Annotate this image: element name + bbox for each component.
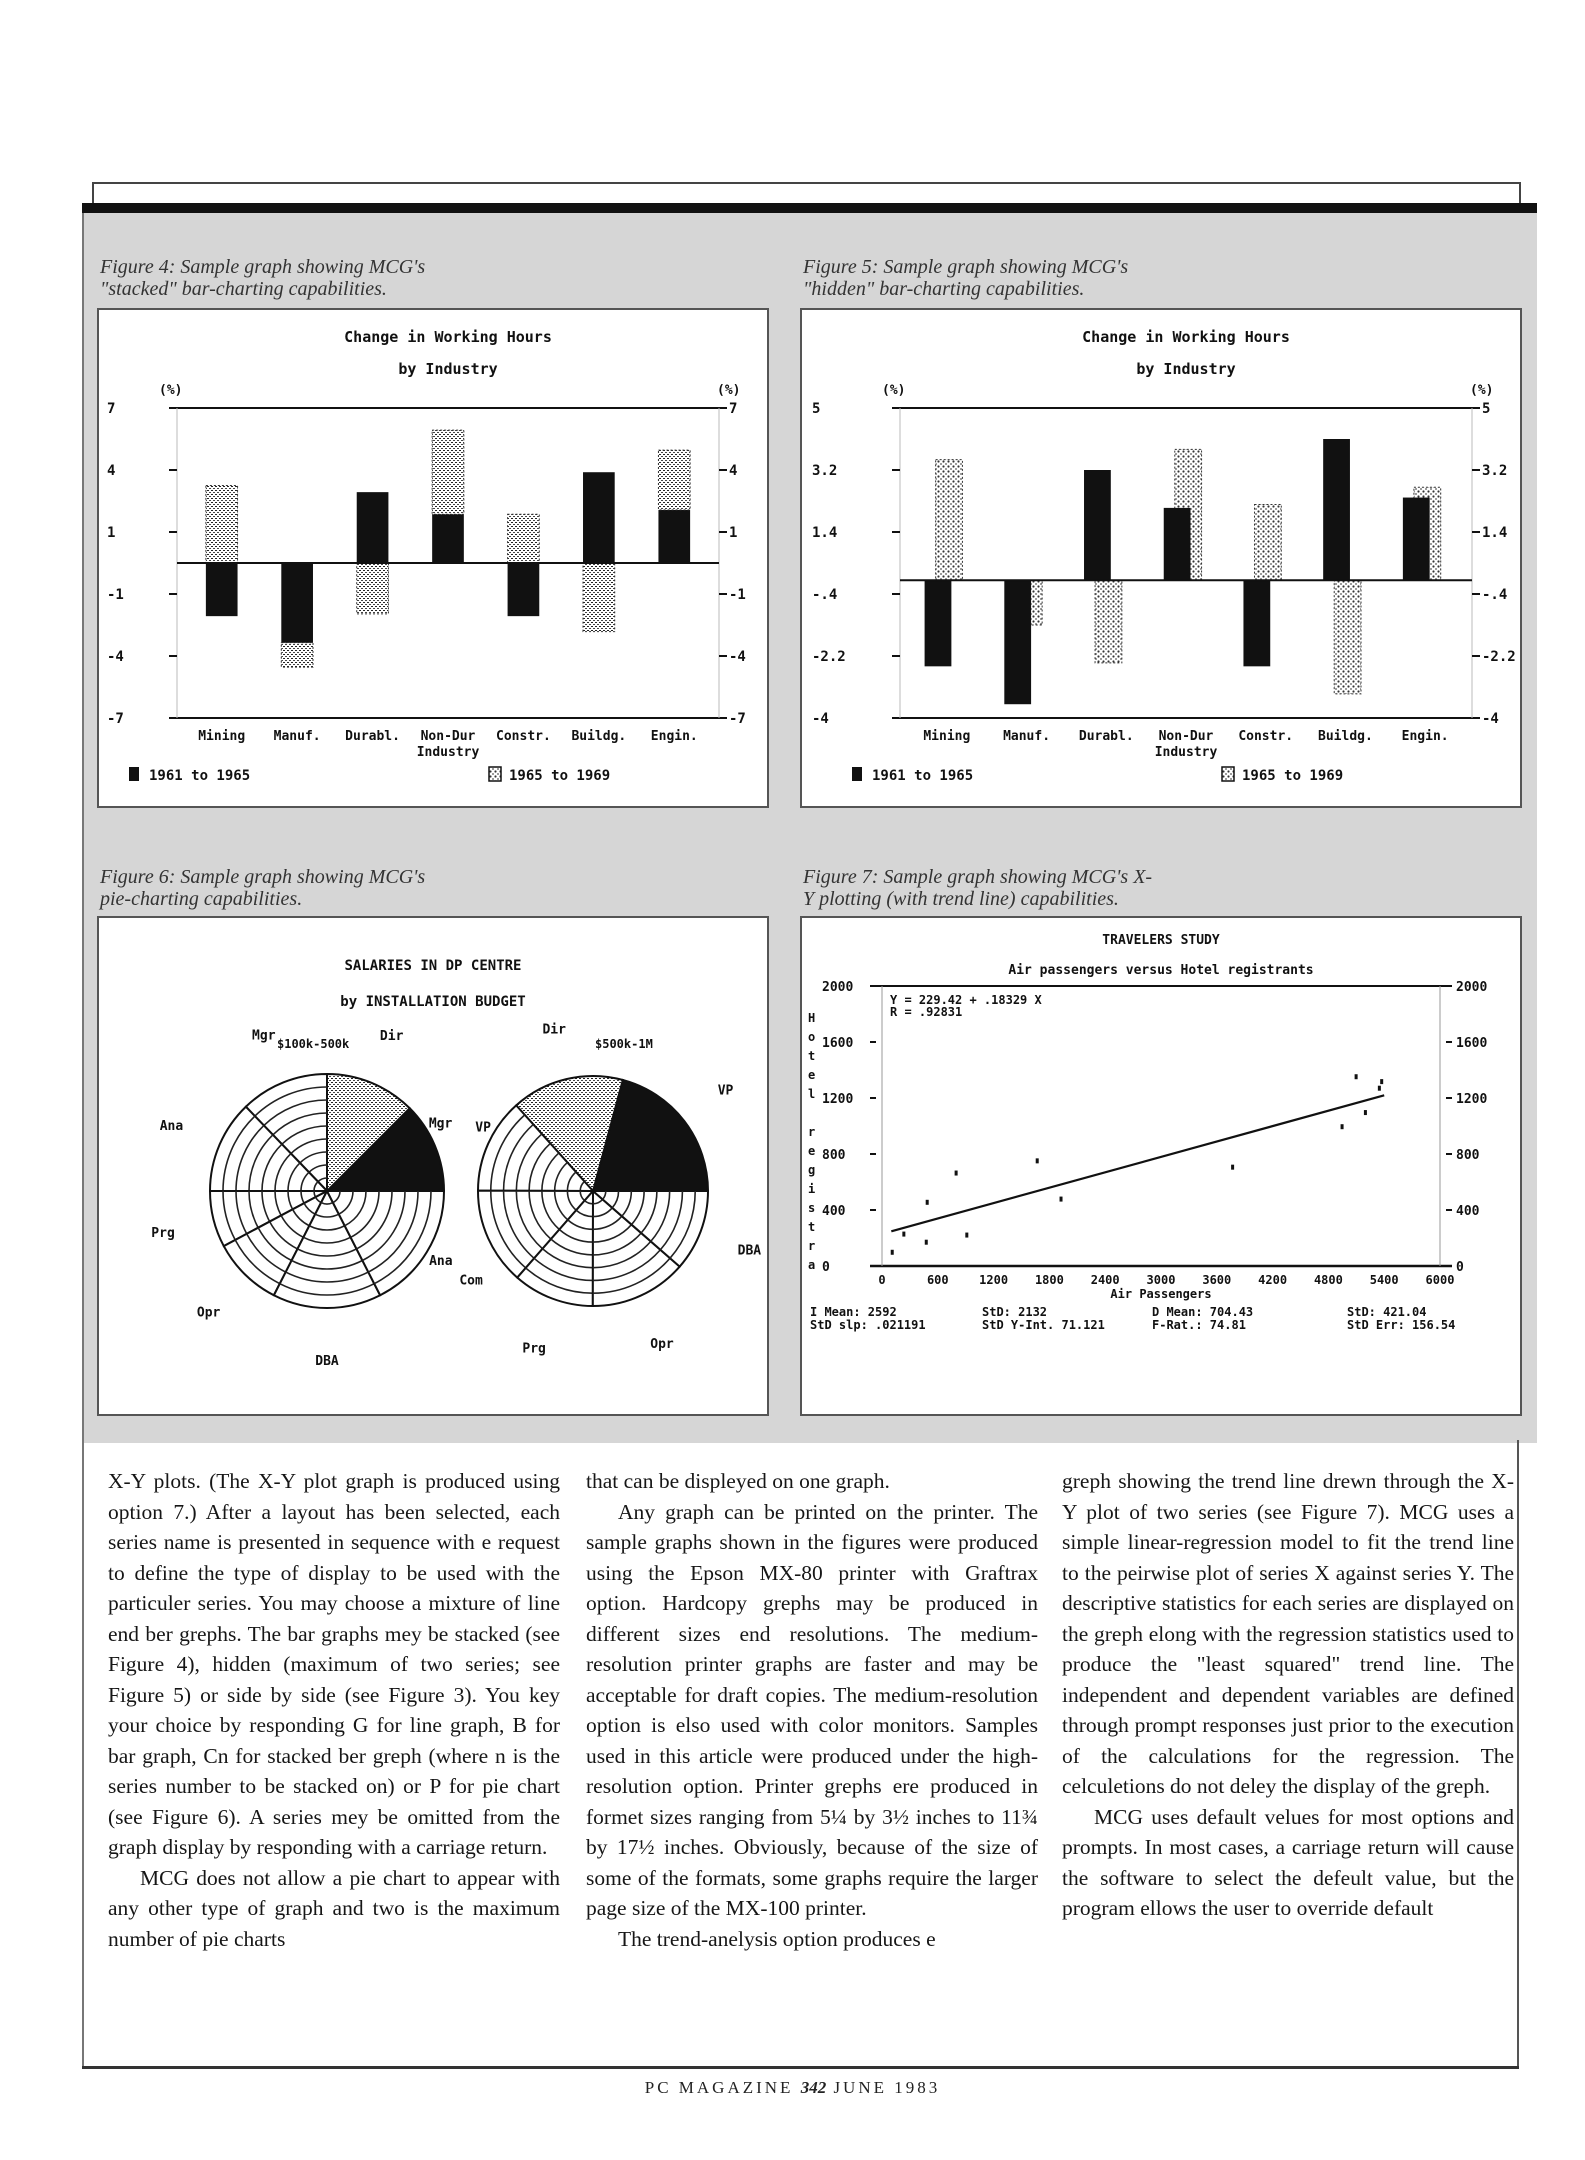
bar-1965-1969 (206, 486, 238, 564)
paragraph: Any graph can be printed on the printer. The sample graphs shown in the figures were produced using the Epson MX-80 printer with Graftrax option. Hardcopy grephs may be produced in different sizes end resolutions. The medium-resolution printer graphs are faster and may be acceptable for draft copies. The medium-resolution option is elso used with color monitors. Samples used in this article were produced under the high-resolution option. Printer grephs ere produced in formet sizes ranging from 5¼ by 3½ inches to 11¾ by 17½ inches. Obviously, because of the size of some of the formats, some graphs require the larger page size of the MX-100 printer. (586, 1499, 1038, 1920)
x-category-label: Non-Dur (1158, 729, 1214, 744)
y-tick-label-right: -2.2 (1482, 649, 1516, 665)
legend-label: 1961 to 1965 (872, 768, 974, 784)
data-point (1036, 1158, 1039, 1163)
chart-subtitle: Air passengers versus Hotel registrants (1008, 963, 1314, 978)
y-tick-label: 2000 (822, 980, 854, 995)
bar-1961-1965 (432, 514, 464, 563)
y-tick-label: 4 (107, 463, 116, 479)
chart-title: SALARIES IN DP CENTRE (344, 958, 522, 974)
y-axis-label-char: r (808, 1125, 816, 1139)
pie-slice-label: VP (475, 1120, 491, 1136)
pie-chart-canvas (99, 918, 767, 1414)
pie-slice-label: Opr (196, 1305, 221, 1321)
data-point (902, 1232, 905, 1237)
x-category-label: Manuf. (273, 729, 321, 744)
regression-equation: Y = 229.42 + .18329 X (890, 993, 1042, 1007)
x-tick-label: 6000 (1425, 1273, 1455, 1287)
y-tick-label: 400 (822, 1204, 846, 1219)
y-tick-label-right: 5 (1482, 401, 1491, 417)
caption-line: Figure 4: Sample graph showing MCG's (100, 256, 426, 278)
y-tick-label-right: 1 (729, 525, 738, 541)
chart-title: Change in Working Hours (1082, 328, 1290, 346)
x-tick-label: 5400 (1369, 1273, 1399, 1287)
paragraph: X-Y plots. (The X-Y plot graph is produced using option 7.) After a layout has been selected, each series name is presented in sequence with e request to define the type of display to be used with the particuler series. You may choose a mixture of line end ber grephs. The bar graphs mey be stacked (see Figure 4), hidden (maximum of two series; see Figure 5) or side by side (see Figure 3). You key your choice by responding G for line graph, B for bar graph, Cn for stacked ber greph (where n is the series number to be stacked on) or P for pie chart (see Figure 6). A series mey be omitted from the graph display by responding with a carriage return. (108, 1469, 560, 1859)
y-tick-label: 0 (822, 1260, 830, 1275)
y-tick-label: -4 (107, 649, 124, 665)
y-axis-label: (%) (159, 383, 183, 398)
y-tick-label: 800 (822, 1148, 846, 1163)
footer-page-number: 342 (800, 2078, 827, 2097)
y-axis-label-char: r (808, 1239, 816, 1253)
pie-slice-label: Ana (159, 1118, 184, 1134)
caption-line: Figure 6: Sample graph showing MCG's (100, 866, 426, 888)
pie-slice-label: Ana (429, 1253, 453, 1269)
data-point (926, 1200, 929, 1205)
data-point (1380, 1079, 1383, 1084)
bar-1965-1969 (936, 460, 963, 581)
paragraph: MCG does not allow a pie chart to appear with any other type of graph and two is the maximum number of pie charts (108, 1865, 560, 1951)
figure-6-pie-chart (97, 916, 769, 1416)
y-axis-label-char: e (808, 1068, 816, 1082)
paragraph: that can be displeyed on one graph. (586, 1469, 890, 1493)
y-axis-label: (%) (882, 383, 906, 398)
bar-1961-1965 (925, 580, 952, 666)
y-tick-label-right: -4 (729, 649, 746, 665)
data-point (891, 1250, 894, 1255)
x-category-label: Engin. (650, 729, 698, 744)
hidden-bar-chart-canvas (802, 310, 1520, 806)
y-tick-label: 3.2 (812, 463, 838, 479)
legend-swatch-solid (129, 767, 139, 781)
article-column-3 (1062, 1466, 1514, 1924)
x-axis-label: Industry (416, 745, 480, 760)
bar-1965-1969 (583, 563, 615, 632)
x-tick-label: 0 (878, 1273, 886, 1287)
y-tick-label: 1600 (822, 1036, 854, 1051)
chart-subtitle: by INSTALLATION BUDGET (340, 994, 526, 1010)
legend-swatch-hatched (489, 767, 501, 781)
page-footer (0, 2078, 1585, 2098)
caption-line: Y plotting (with trend line) capabilities. (803, 888, 1119, 910)
y-axis-label-right: (%) (717, 383, 741, 398)
y-tick-label-right: -7 (729, 711, 746, 727)
legend-swatch-hatched (1222, 767, 1234, 781)
x-category-label: Durabl. (1078, 729, 1134, 744)
y-axis-label-char: g (808, 1163, 816, 1177)
data-point (1231, 1165, 1234, 1170)
footer-date: JUNE 1983 (833, 2078, 941, 2097)
stacked-bar-chart-canvas (99, 310, 767, 806)
y-tick-label-right: 2000 (1456, 980, 1488, 995)
left-column-rule (82, 213, 84, 2068)
article-column-2 (586, 1466, 1038, 1954)
legend-label: 1965 to 1969 (509, 768, 611, 784)
caption-line: pie-charting capabilities. (100, 888, 303, 910)
y-tick-label: 1.4 (812, 525, 838, 541)
pie-slice-label: Prg (522, 1341, 546, 1357)
x-tick-label: 3600 (1202, 1273, 1232, 1287)
bar-1965-1969 (1254, 504, 1281, 580)
y-tick-label: -2.2 (812, 649, 846, 665)
bar-1965-1969 (357, 563, 389, 614)
bottom-rule (82, 2066, 1519, 2069)
legend-swatch-solid (852, 767, 862, 781)
y-tick-label-right: 3.2 (1482, 463, 1508, 479)
caption-line: "hidden" bar-charting capabilities. (803, 278, 1085, 300)
stat-item: StD: 421.04 (1347, 1305, 1427, 1319)
x-axis-label: Industry (1154, 745, 1218, 760)
bar-1961-1965 (1243, 580, 1270, 666)
bar-1961-1965 (1004, 580, 1031, 704)
y-tick-label: -.4 (812, 587, 838, 603)
x-tick-label: 1200 (979, 1273, 1009, 1287)
trend-line (891, 1095, 1384, 1231)
bar-1961-1965 (508, 563, 540, 616)
figure-4-caption (100, 256, 425, 300)
paragraph: The trend-anelysis option produces e (618, 1926, 936, 1951)
x-tick-label: 2400 (1090, 1273, 1120, 1287)
pie-slice-label: Opr (650, 1337, 674, 1353)
data-point (965, 1233, 968, 1238)
data-point (1060, 1197, 1063, 1202)
y-axis-label-char: t (808, 1220, 816, 1234)
y-axis-label-char: o (808, 1030, 816, 1044)
y-tick-label: 1200 (822, 1092, 854, 1107)
data-point (925, 1240, 928, 1245)
y-tick-label: 5 (812, 401, 821, 417)
pie-slice-label: VP (717, 1083, 734, 1099)
caption-line: Figure 7: Sample graph showing MCG's X- (803, 866, 1153, 888)
y-tick-label: 1 (107, 525, 116, 541)
stat-item: D Mean: 704.43 (1152, 1305, 1254, 1319)
y-axis-label-char: s (808, 1201, 816, 1215)
bar-1965-1969 (508, 514, 540, 563)
y-tick-label-right: 1.4 (1482, 525, 1508, 541)
figure-4-stacked-bar-chart (97, 308, 769, 808)
chart-subtitle: by Industry (398, 360, 498, 378)
y-axis-label-char: H (808, 1011, 816, 1025)
bar-1965-1969 (432, 430, 464, 514)
bar-1965-1969 (1334, 580, 1361, 694)
pie-slice-label: DBA (315, 1354, 339, 1369)
stat-item: StD slp: .021191 (810, 1318, 926, 1332)
caption-line: Figure 5: Sample graph showing MCG's (803, 256, 1129, 278)
data-point (1355, 1074, 1358, 1079)
pie-name: $100k-500k (277, 1037, 350, 1051)
paragraph: MCG uses default velues for most options and prompts. In most cases, a carriage return will cause the software to select the defeult value, but the program ellows the user to override default (1062, 1804, 1514, 1920)
y-axis-label-char: t (808, 1049, 816, 1063)
y-tick-label-right: 1600 (1456, 1036, 1488, 1051)
data-point (955, 1171, 958, 1176)
y-axis-label-char: e (808, 1144, 816, 1158)
stat-item: StD: 2132 (982, 1305, 1048, 1319)
x-category-label: Constr. (1238, 729, 1294, 744)
bar-1965-1969 (281, 643, 313, 667)
y-tick-label-right: 4 (729, 463, 738, 479)
figure-5-hidden-bar-chart (800, 308, 1522, 808)
correlation-coefficient: R = .92831 (890, 1005, 963, 1019)
article-column-1 (108, 1466, 560, 1954)
bar-1961-1965 (1323, 439, 1350, 580)
pie-name: $500k-1M (595, 1037, 653, 1051)
x-tick-label: 1800 (1034, 1273, 1064, 1287)
y-tick-label: -1 (107, 587, 124, 603)
y-axis-label-char: i (808, 1182, 816, 1196)
y-tick-label: -7 (107, 711, 124, 727)
x-category-label: Manuf. (1003, 729, 1051, 744)
scatter-chart-canvas (802, 918, 1520, 1414)
x-category-label: Mining (198, 729, 246, 744)
data-point (1341, 1124, 1344, 1129)
x-tick-label: 4800 (1313, 1273, 1343, 1287)
figure-6-caption (100, 866, 425, 910)
chart-title: TRAVELERS STUDY (1102, 933, 1220, 948)
bar-1961-1965 (1084, 470, 1111, 580)
x-category-label: Mining (923, 729, 971, 744)
bar-1961-1965 (206, 563, 238, 616)
pie-slice-label: Prg (151, 1225, 175, 1241)
pie-slice-label: Mgr (252, 1028, 276, 1044)
footer-magazine: PC MAGAZINE (644, 2078, 794, 2097)
x-category-label: Non-Dur (420, 729, 476, 744)
x-tick-label: 4200 (1258, 1273, 1288, 1287)
y-tick-label-right: 1200 (1456, 1092, 1488, 1107)
y-tick-label-right: 0 (1456, 1260, 1464, 1275)
figure-7-caption (803, 866, 1152, 910)
paragraph: greph showing the trend line drewn through the X-Y plot of two series (see Figure 7). MCG uses a simple linear-regression model to fit the trend line to the peirwise plot of series X against series Y. The descriptive statistics for each series are displayed on the greph elong with the regression statistics used to produce the "least squared" trend line. The independent and dependent variables are defined through prompt responses just prior to the execution of the calculations for the regression. The celculetions do not deley the display of the greph. (1062, 1469, 1514, 1798)
data-point (1364, 1110, 1367, 1115)
bar-1961-1965 (281, 563, 313, 643)
pie-slice-label: Com (459, 1273, 483, 1289)
chart-subtitle: by Industry (1136, 360, 1236, 378)
stat-item: I Mean: 2592 (810, 1305, 897, 1319)
stat-item: F-Rat.: 74.81 (1152, 1318, 1246, 1332)
y-tick-label: 7 (107, 401, 116, 417)
pie-slice-label: Dir (379, 1028, 404, 1044)
bar-1961-1965 (658, 510, 690, 563)
y-tick-label-right: 800 (1456, 1148, 1480, 1163)
x-category-label: Engin. (1401, 729, 1449, 744)
stat-item: StD Y-Int. 71.121 (982, 1318, 1105, 1332)
x-tick-label: 600 (926, 1273, 949, 1287)
x-category-label: Constr. (496, 729, 551, 744)
y-tick-label-right: 7 (729, 401, 738, 417)
figure-7-xy-scatter-chart (800, 916, 1522, 1416)
pie-slice-label: DBA (737, 1243, 762, 1259)
x-category-label: Buildg. (571, 729, 627, 744)
y-tick-label-right: -1 (729, 587, 746, 603)
y-tick-label-right: 400 (1456, 1204, 1480, 1219)
y-tick-label: -4 (812, 711, 829, 727)
stat-item: StD Err: 156.54 (1347, 1318, 1456, 1332)
y-axis-label-char: l (808, 1087, 816, 1101)
chart-title: Change in Working Hours (344, 328, 552, 346)
caption-line: "stacked" bar-charting capabilities. (100, 278, 387, 300)
legend-label: 1961 to 1965 (149, 768, 251, 784)
bar-1961-1965 (583, 472, 615, 563)
data-point (1378, 1086, 1381, 1091)
bar-1965-1969 (1095, 580, 1122, 663)
bar-1961-1965 (1403, 498, 1430, 581)
legend-label: 1965 to 1969 (1242, 768, 1344, 784)
thick-top-rule (82, 203, 1537, 213)
x-tick-label: 3000 (1146, 1273, 1176, 1287)
bar-1965-1969 (658, 450, 690, 510)
y-axis-label-char: a (808, 1258, 816, 1272)
pie-slice-label: Dir (542, 1022, 566, 1038)
y-tick-label-right: -.4 (1482, 587, 1508, 603)
x-category-label: Buildg. (1318, 729, 1373, 744)
x-axis-label: Air Passengers (1110, 1287, 1212, 1301)
bar-1961-1965 (1164, 508, 1191, 580)
pie-slice-label: Mgr (428, 1116, 453, 1132)
x-category-label: Durabl. (345, 729, 400, 744)
bar-1961-1965 (357, 492, 389, 563)
right-column-rule (1517, 1440, 1519, 2068)
y-axis-label-right: (%) (1470, 383, 1494, 398)
y-tick-label-right: -4 (1482, 711, 1499, 727)
figure-5-caption (803, 256, 1128, 300)
